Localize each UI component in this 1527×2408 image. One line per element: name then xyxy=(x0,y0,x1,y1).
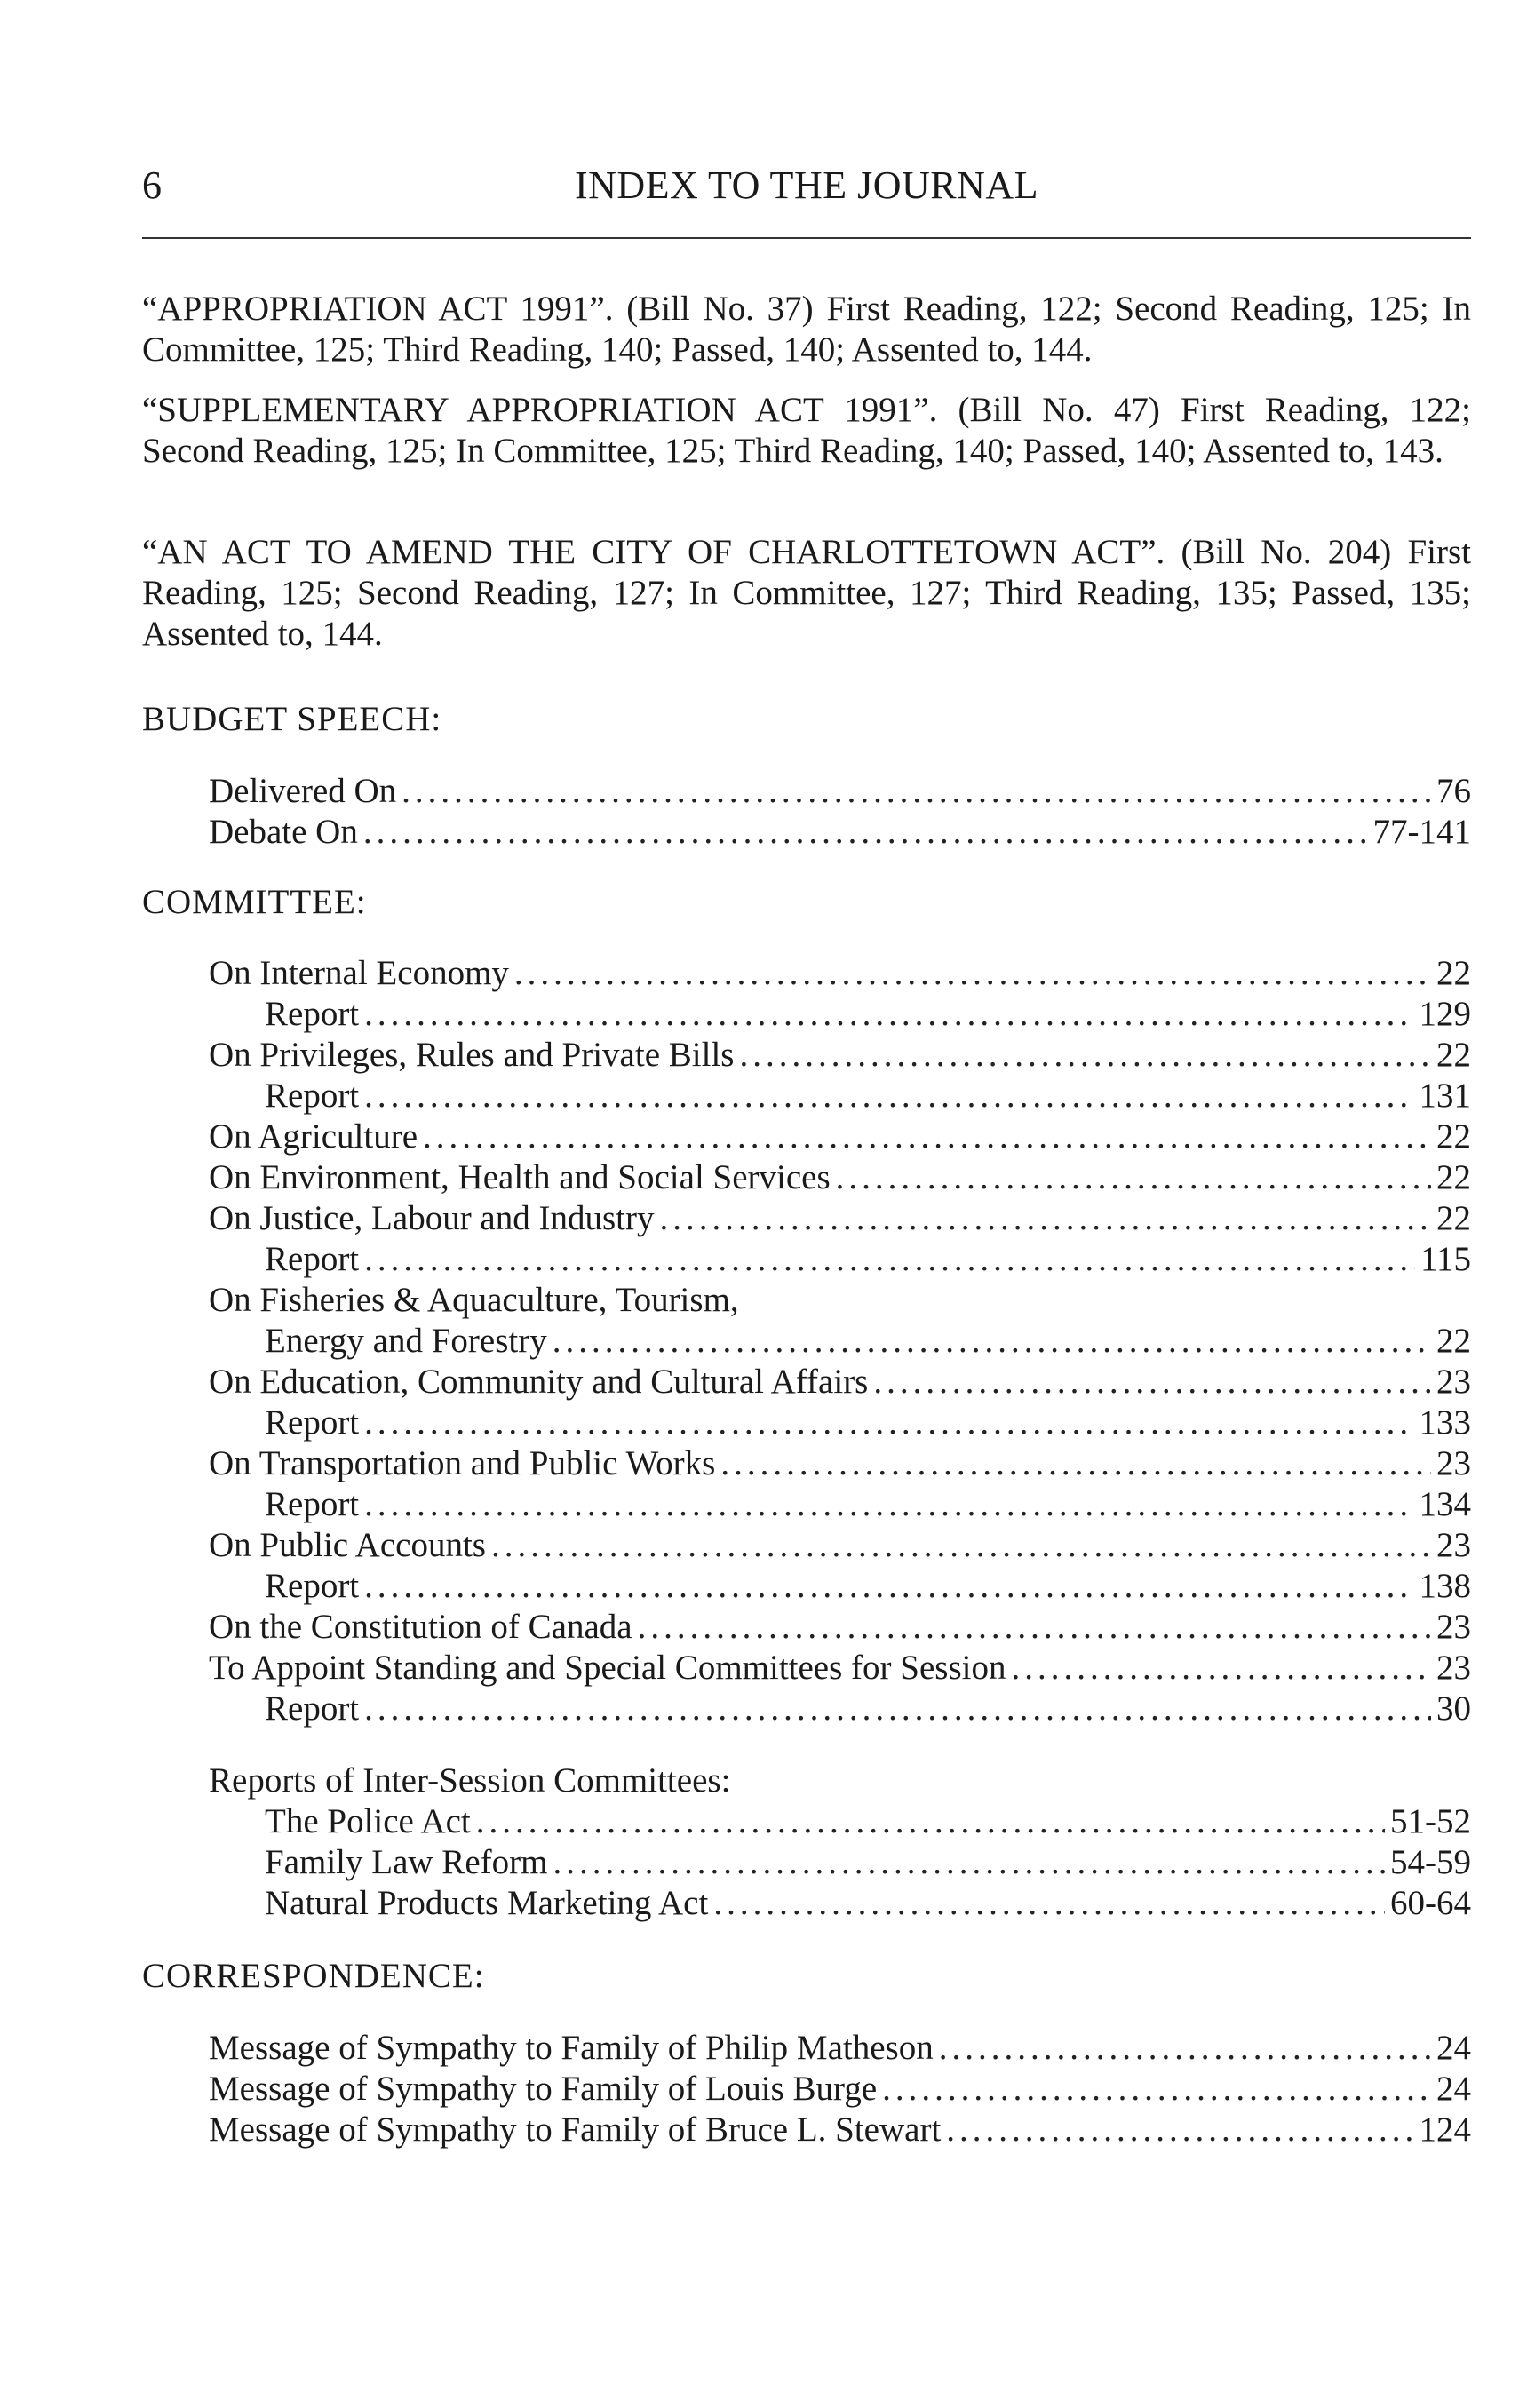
entry-appropriation-act: “APPROPRIATION ACT 1991”. (Bill No. 37) First Reading, 122; Second Reading, 125; In Committee, 125; Third Reading, 140; Passed, 140; Assented to, 144. xyxy=(142,290,1471,369)
entry-page: 22 xyxy=(1436,1117,1471,1156)
entry-label: Natural Products Marketing Act xyxy=(265,1884,709,1922)
index-entry xyxy=(209,1362,1471,1403)
leader-dots xyxy=(363,812,1368,853)
entry-page: 76 xyxy=(1436,772,1471,810)
index-subentry xyxy=(265,1239,1471,1280)
leader-dots xyxy=(402,771,1431,812)
leader-dots xyxy=(553,1842,1385,1883)
entry-page: 124 xyxy=(1419,2110,1471,2149)
leader-dots xyxy=(364,994,1413,1035)
entry-label: Report xyxy=(265,1240,360,1278)
entry-label: Report xyxy=(265,1077,360,1115)
correspondence-heading: CORRESPONDENCE: xyxy=(142,1957,485,1995)
entry-page: 23 xyxy=(1436,1649,1471,1687)
leader-dots xyxy=(836,1157,1431,1198)
entry-page: 22 xyxy=(1436,1322,1471,1360)
index-entry xyxy=(209,1035,1471,1076)
leader-dots xyxy=(659,1198,1431,1239)
index-subentry xyxy=(265,1321,1471,1362)
leader-dots xyxy=(720,1443,1431,1484)
index-subentry xyxy=(265,1566,1471,1607)
inter-session-heading: Reports of Inter-Session Committees: xyxy=(209,1761,731,1800)
committee-heading: COMMITTEE: xyxy=(142,883,367,921)
leader-dots xyxy=(1011,1648,1431,1689)
entry-label: Debate On xyxy=(209,813,358,851)
index-entry xyxy=(209,1443,1471,1484)
header-rule xyxy=(142,237,1471,239)
index-subentry xyxy=(265,1689,1471,1729)
leader-dots xyxy=(553,1321,1431,1362)
entry-supplementary-appropriation-act: “SUPPLEMENTARY APPROPRIATION ACT 1991”. (Bill No. 47) First Reading, 122; Second Reading, 125; In Committee, 125; Third Reading, 140; Passed, 140; Assented to, 143. xyxy=(142,391,1471,470)
index-subentry xyxy=(265,1883,1471,1924)
entry-label: On Agriculture xyxy=(209,1117,418,1156)
running-title: INDEX TO THE JOURNAL xyxy=(574,163,1039,207)
entry-page: 54-59 xyxy=(1390,1843,1471,1881)
index-entry xyxy=(209,2028,1471,2069)
entry-label: Report xyxy=(265,995,360,1033)
entry-page: 22 xyxy=(1436,1199,1471,1237)
index-subentry xyxy=(265,1842,1471,1883)
entry-label: Energy and Forestry xyxy=(265,1322,547,1360)
entry-page: 131 xyxy=(1419,1077,1471,1115)
page-number: 6 xyxy=(142,163,162,207)
entry-label: On Internal Economy xyxy=(209,954,509,992)
entry-page: 77-141 xyxy=(1372,813,1471,851)
leader-dots xyxy=(739,1035,1431,1076)
leader-dots xyxy=(364,1239,1415,1280)
entry-label: On Justice, Labour and Industry xyxy=(209,1199,655,1237)
index-subentry xyxy=(265,1801,1471,1842)
leader-dots xyxy=(364,1076,1413,1117)
leader-dots xyxy=(491,1525,1431,1566)
entry-page: 115 xyxy=(1420,1240,1471,1278)
entry-label: Report xyxy=(265,1403,360,1442)
index-subentry xyxy=(265,994,1471,1035)
index-subentry xyxy=(265,1076,1471,1117)
entry-page: 129 xyxy=(1419,995,1471,1033)
entry-label: On Transportation and Public Works xyxy=(209,1444,716,1482)
entry-page: 23 xyxy=(1436,1363,1471,1401)
entry-label: Message of Sympathy to Family of Louis Burge xyxy=(209,2070,878,2108)
entry-page: 133 xyxy=(1419,1403,1471,1442)
leader-dots xyxy=(939,2028,1431,2069)
entry-page: 23 xyxy=(1436,1444,1471,1482)
entry-label: The Police Act xyxy=(265,1802,471,1840)
leader-dots xyxy=(713,1883,1385,1924)
leader-dots xyxy=(364,1403,1413,1443)
leader-dots xyxy=(946,2110,1413,2150)
entry-label: On Education, Community and Cultural Affairs xyxy=(209,1363,869,1401)
index-entry xyxy=(209,2110,1471,2150)
entry-label: On Environment, Health and Social Services xyxy=(209,1158,831,1196)
leader-dots xyxy=(423,1117,1431,1157)
leader-dots xyxy=(364,1689,1431,1729)
entry-label: Family Law Reform xyxy=(265,1843,548,1881)
leader-dots xyxy=(873,1362,1431,1403)
index-entry xyxy=(209,812,1471,853)
entry-page: 22 xyxy=(1436,1158,1471,1196)
entry-label: Report xyxy=(265,1689,360,1728)
entry-label: To Appoint Standing and Special Committees for Session xyxy=(209,1649,1006,1687)
leader-dots xyxy=(364,1566,1413,1607)
leader-dots xyxy=(638,1607,1431,1648)
entry-page: 24 xyxy=(1436,2070,1471,2108)
entry-label: On the Constitution of Canada xyxy=(209,1608,632,1646)
entry-page: 134 xyxy=(1419,1485,1471,1523)
index-entry xyxy=(209,953,1471,994)
entry-page: 30 xyxy=(1436,1689,1471,1728)
leader-dots xyxy=(882,2069,1431,2110)
entry-label: Report xyxy=(265,1485,360,1523)
index-entry xyxy=(209,1648,1471,1689)
entry-label: Message of Sympathy to Family of Philip Matheson xyxy=(209,2029,934,2067)
entry-label: Delivered On xyxy=(209,772,397,810)
entry-page: 22 xyxy=(1436,1036,1471,1074)
entry-page: 22 xyxy=(1436,954,1471,992)
budget-speech-heading: BUDGET SPEECH: xyxy=(142,700,442,738)
entry-label: Message of Sympathy to Family of Bruce L. Stewart xyxy=(209,2110,942,2149)
entry-label: Report xyxy=(265,1567,360,1605)
leader-dots xyxy=(514,953,1431,994)
index-entry xyxy=(209,2069,1471,2110)
index-entry xyxy=(209,1117,1471,1157)
entry-page: 60-64 xyxy=(1390,1884,1471,1922)
leader-dots xyxy=(364,1484,1413,1525)
index-entry xyxy=(209,1157,1471,1198)
entry-label: On Public Accounts xyxy=(209,1526,486,1564)
entry-label: On Privileges, Rules and Private Bills xyxy=(209,1036,735,1074)
index-entry xyxy=(209,1607,1471,1648)
fisheries-committee-line: On Fisheries & Aquaculture, Tourism, xyxy=(209,1281,739,1319)
entry-page: 23 xyxy=(1436,1608,1471,1646)
entry-page: 23 xyxy=(1436,1526,1471,1564)
entry-charlottetown-act: “AN ACT TO AMEND THE CITY OF CHARLOTTETOWN ACT”. (Bill No. 204) First Reading, 125; Second Reading, 127; In Committee, 127; Third Reading, 135; Passed, 135; Assented to, 144. xyxy=(142,533,1471,653)
entry-page: 51-52 xyxy=(1390,1802,1471,1840)
index-entry xyxy=(209,771,1471,812)
index-subentry xyxy=(265,1403,1471,1443)
entry-page: 24 xyxy=(1436,2029,1471,2067)
page-header xyxy=(142,163,1471,216)
entry-page: 138 xyxy=(1419,1567,1471,1605)
index-entry xyxy=(209,1525,1471,1566)
leader-dots xyxy=(476,1801,1385,1842)
index-subentry xyxy=(265,1484,1471,1525)
index-entry xyxy=(209,1198,1471,1239)
